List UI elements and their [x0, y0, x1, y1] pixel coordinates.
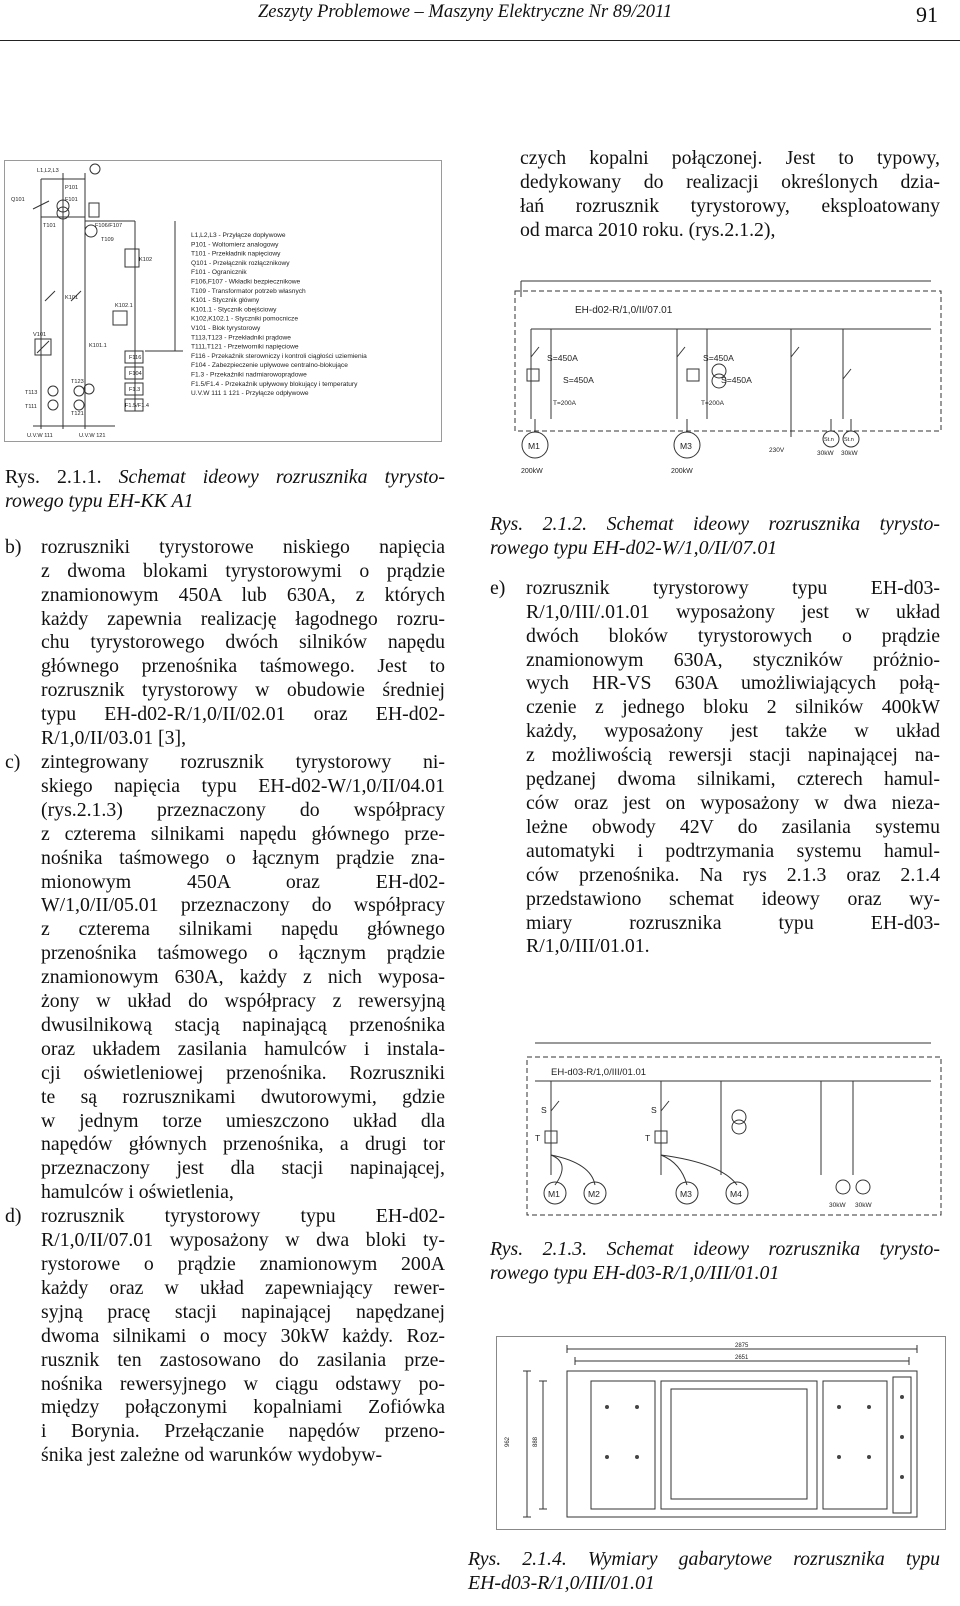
fig3-kw1: 30kW	[829, 1202, 846, 1209]
text-line: R/1,0/III/01.01.	[526, 935, 650, 958]
text-line: typu EH-d02-R/1,0/II/02.01 oraz EH-d02-	[41, 703, 445, 726]
text-line: z czterema silnikami napędu głównego prze-	[41, 822, 445, 845]
dimension-drawing	[497, 1337, 945, 1529]
fig4-h1: 962	[505, 1436, 511, 1447]
text-line: między połączonymi kopalniami Zofiówka	[41, 1396, 445, 1419]
legend-entry: T111,T121 - Przetworniki napięciowe	[191, 343, 299, 351]
text-line: dwóch bloków tyrystorowych o prądzie	[526, 624, 940, 647]
text-line: rozruszniki tyrystorowe niskiego napięcia	[41, 535, 445, 558]
fig1-label-out1: U.V.W 111	[27, 433, 53, 439]
text-line: ców oraz jest on wyposażony w dwa nieza-	[526, 791, 940, 814]
page-number: 91	[916, 2, 938, 27]
list-item-d	[5, 1205, 445, 1468]
caption-2-1-1-line2: rowego typu EH-KK A1	[5, 489, 194, 512]
text-line: leżne obwody 42V do zasilania systemu	[526, 815, 940, 838]
caption-2-1-1-label: Rys. 2.1.1.	[5, 466, 102, 488]
fig2-m3: M3	[680, 441, 692, 451]
caption-2-1-4-line2: EH-d03-R/1,0/III/01.01	[468, 1571, 655, 1594]
legend-entry: K102,K102.1 - Styczniki pomocnicze	[191, 315, 299, 323]
figure-2-1-3	[490, 1034, 956, 1232]
list-item-b	[5, 536, 445, 751]
fig1-label-f101: F101	[65, 197, 78, 203]
fig2-title: EH-d02-R/1,0/II/07.01	[575, 305, 673, 316]
text-line: W/1,0/II/05.01 przeznaczony do współpracy	[41, 894, 445, 917]
legend-entry: F106,F107 - Wkładki bezpiecznikowe	[191, 278, 301, 286]
fig3-title: EH-d03-R/1,0/III/01.01	[551, 1067, 647, 1078]
text-line: z możliwością rewersji stacji napinającej na-	[526, 744, 940, 767]
fig1-label-f116: F116	[129, 355, 142, 361]
text-line: rystorowe o prądzie znamionowym 200A	[41, 1253, 445, 1275]
text-line: każdy zapewnia realizację łagodnego rozru-	[41, 607, 445, 630]
text-line: R/1,0/II/03.01 [3],	[41, 727, 187, 750]
text-line: mionowym 450A oraz EH-d02-	[41, 870, 445, 893]
text-line: zintegrowany rozrusznik tyrystorowy ni-	[41, 750, 445, 773]
right-top-line-1: czych kopalni połączonej. Jest to typowy,	[520, 147, 940, 169]
fig3-m2: M2	[588, 1189, 600, 1199]
fig1-label-f15: F1.5/F1.4	[125, 403, 149, 409]
caption-2-1-3-line1: Rys. 2.1.3. Schemat ideowy rozrusznika tyrysto-	[490, 1238, 940, 1260]
text-line: rozrusznik tyrystorowy typu EH-d02-	[41, 1205, 445, 1228]
fig1-label-t101: T101	[43, 223, 56, 229]
fig4-h2: 888	[533, 1436, 539, 1447]
fig2-p1: 200kW	[521, 468, 543, 475]
text-line: miary rozrusznika typu EH-d03-	[526, 911, 940, 934]
fig1-label-t123: T123	[71, 379, 84, 385]
fig1-label-t113: T113	[25, 390, 38, 396]
fig1-legend	[191, 232, 367, 397]
text-line: każdy, wyposażony jest także w układ	[526, 720, 940, 743]
fig1-label-k1021: K102.1	[115, 303, 133, 309]
text-line: żony w układ do współpracy z rewersyjną	[41, 990, 445, 1013]
caption-2-1-4	[468, 1548, 940, 1596]
text-line: rozrusznik tyrystorowy typu EH-d03-	[526, 576, 940, 599]
legend-entry: F104 - Zabezpieczenie upływowe centralno-blokujące	[191, 362, 348, 370]
figure-2-1-2	[490, 268, 954, 488]
legend-entry: K101.1 - Stycznik obejściowy	[191, 306, 277, 314]
journal-title: Zeszyty Problemowe – Maszyny Elektryczne Nr 89/2011	[258, 2, 673, 22]
caption-2-1-1	[5, 466, 445, 490]
text-line: te są rozrusznikami dwutorowymi, gdzie	[41, 1085, 445, 1108]
fig2-t2: T=200A	[701, 400, 724, 407]
text-line: napędów głównych przenośnika, a drugi tor	[41, 1133, 445, 1156]
text-line: syjną pracę stacji napinającej napędzanej	[41, 1300, 445, 1323]
text-line: znamionowym 630A, styczników próżnio-	[526, 648, 940, 671]
fig1-label-t121: T121	[71, 411, 84, 417]
fig1-label-f106: F106/F107	[95, 223, 123, 229]
page-header	[0, 0, 960, 46]
fig3-m4: M4	[730, 1189, 742, 1199]
legend-entry: F1.5/F1.4 - Przekaźnik upływowy blokujący i temperatury	[191, 380, 358, 388]
fig2-kw1: 30kW	[817, 450, 834, 457]
legend-entry: Q101 - Przełącznik rozłącznikowy	[191, 259, 290, 267]
right-top-line-2: dedykowany do realizacji określonych dzia-	[520, 170, 940, 193]
text-line: ców przenośnika. Na rys 2.1.3 oraz 2.1.4	[526, 863, 940, 886]
text-line: z czterema silnikami napędu głównego	[41, 918, 445, 941]
text-line: rozrusznik tyrystorowy w obudowie średniej	[41, 679, 445, 702]
fig3-m1: M1	[548, 1189, 560, 1199]
text-line: skiego napięcia typu EH-d02-W/1,0/II/04.01	[41, 774, 445, 797]
fig1-label-t109: T109	[101, 237, 114, 243]
caption-2-1-3	[490, 1238, 940, 1286]
fig1-label-v101: V101	[33, 332, 47, 338]
fig1-label-top: L1,L2,L3	[37, 168, 59, 174]
text-line: rusznik ten zastosowano do zasilania prze-	[41, 1348, 445, 1371]
text-line: znamionowym 450A lub 630A, z których	[41, 583, 445, 606]
schematic-eh-d02	[491, 269, 953, 487]
fig4-w-inner: 2651	[735, 1355, 749, 1361]
legend-entry: T113,T123 - Przekładniki prądowe	[191, 334, 291, 342]
fig2-st2: St.n	[844, 437, 854, 443]
text-line: znamionowym 630A, każdy z nich wyposa-	[41, 966, 445, 989]
text-line: głównego przenośnika taśmowego. Jest to	[41, 655, 445, 678]
fig4-w-outer: 2875	[735, 1343, 749, 1349]
fig1-label-out2: U.V.W 121	[79, 433, 106, 439]
text-line: dwusilnikową stacją napinającą przenośnika	[41, 1013, 445, 1036]
text-line: czenie z jednego bloku 2 silników 400kW	[526, 696, 940, 719]
text-line: chu tyrystorowego dwóch silników napędu	[41, 631, 445, 654]
right-column-middle	[490, 513, 940, 959]
left-column	[5, 466, 445, 1468]
text-line: przedstawiono schemat ideowy oraz wy-	[526, 887, 940, 910]
text-line: z dwoma blokami tyrystorowymi o prądzie	[41, 559, 445, 582]
text-line: (rys.2.1.3) przeznaczony do współpracy	[41, 798, 445, 821]
text-line: każdy oraz w układ zapewniający rewer-	[41, 1276, 445, 1299]
right-column-top	[520, 147, 940, 243]
text-line: R/1,0/III/.01.01 wyposażony jest w układ	[526, 600, 940, 623]
fig2-kw2: 30kW	[841, 450, 858, 457]
fig1-label-k102: K102	[139, 257, 153, 263]
caption-2-1-4-line1: Rys. 2.1.4. Wymiary gabarytowe rozrusznika typu	[468, 1548, 940, 1570]
list-item-e	[490, 577, 940, 960]
fig2-s2: S=450A	[563, 375, 594, 385]
text-line: cji oświetleniowej przenośnika. Rozruszniki	[41, 1061, 445, 1084]
right-top-line-4: od marca 2010 roku. (rys.2.1.2),	[520, 218, 776, 241]
text-line: w jednym torze umieszczono układ dla	[41, 1109, 445, 1132]
figure-2-1-4	[496, 1336, 946, 1530]
caption-2-1-3-line2: rowego typu EH-d03-R/1,0/III/01.01	[490, 1261, 780, 1284]
fig2-230v: 230V	[769, 447, 785, 454]
fig3-m3: M3	[680, 1189, 692, 1199]
fig2-t1: T=200A	[553, 400, 576, 407]
caption-2-1-2-line1: Rys. 2.1.2. Schemat ideowy rozrusznika tyrysto-	[490, 513, 940, 535]
text-line: śnika jest zależne od warunków wydobyw-	[41, 1444, 383, 1467]
fig3-s1: S	[541, 1105, 547, 1115]
legend-entry: T101 - Przekładnik napięciowy	[191, 250, 281, 258]
text-line: R/1,0/II/07.01 wyposażony w dwa bloki ty-	[41, 1229, 445, 1252]
figure-2-1-1	[4, 160, 442, 442]
fig3-t1: T	[535, 1133, 541, 1143]
fig3-kw2: 30kW	[855, 1202, 872, 1209]
legend-entry: T109 - Transformator potrzeb własnych	[191, 287, 306, 295]
fig3-t2: T	[645, 1133, 651, 1143]
header-rule	[0, 40, 960, 41]
right-top-line-3: łań rozrusznik tyrystorowy, eksploatowany	[520, 194, 940, 217]
fig2-st1: St.n	[824, 437, 834, 443]
text-line: nośnika rewersyjnego w ciągu odstawy po-	[41, 1372, 445, 1395]
fig3-s2: S	[651, 1105, 657, 1115]
list-item-c	[5, 751, 445, 1205]
list-label: e)	[490, 576, 506, 599]
text-line: hamulców i oświetlenia,	[41, 1181, 234, 1204]
fig2-s1: S=450A	[547, 353, 578, 363]
legend-entry: K101 - Stycznik główny	[191, 297, 260, 305]
fig2-s3: S=450A	[703, 353, 734, 363]
legend-entry: F101 - Ogranicznik	[191, 269, 247, 277]
fig1-label-f13: F1.3	[129, 387, 141, 393]
text-line: wych HR-VS 630A umożliwiających połą-	[526, 672, 940, 695]
schematic-eh-d03	[491, 1035, 955, 1231]
caption-2-1-1-line1: Schemat ideowy rozrusznika tyrysto-	[101, 466, 445, 488]
caption-2-1-2-line2: rowego typu EH-d02-W/1,0/II/07.01	[490, 536, 778, 559]
text-line: przeznaczony jest dla stacji napinającej,	[41, 1157, 445, 1180]
fig1-label-k101: K101	[65, 295, 79, 301]
schematic-eh-kk-a1	[5, 161, 441, 441]
list-label: d)	[5, 1205, 22, 1228]
text-line: pędzanej dwoma silnikami, czterech hamul-	[526, 768, 940, 791]
fig1-label-f104: F104	[129, 371, 142, 377]
fig2-m1: M1	[528, 441, 540, 451]
legend-entry: U.V.W 111 1 121 - Przyłącze odpływowe	[191, 390, 309, 398]
fig2-s4: S=450A	[721, 375, 752, 385]
legend-entry: V101 - Blok tyrystorowy	[191, 325, 261, 332]
list-label: c)	[5, 750, 21, 773]
fig1-label-k1011: K101.1	[89, 343, 107, 349]
text-line: przenośnika taśmowego o łącznym prądzie	[41, 942, 445, 965]
text-line: dwoma silnikami o mocy 30kW każdy. Roz-	[41, 1324, 445, 1347]
list-label: b)	[5, 535, 22, 558]
text-line: i Borynia. Przełączanie napędów przeno-	[41, 1420, 445, 1443]
fig1-label-q101: Q101	[11, 197, 25, 203]
text-line: automatyki i podtrzymania systemu hamul-	[526, 839, 940, 862]
fig1-label-p101: P101	[65, 185, 79, 191]
legend-entry: P101 - Woltomierz analogowy	[191, 241, 279, 249]
legend-entry: L1,L2,L3 - Przyłącze dopływowe	[191, 232, 286, 239]
text-line: nośnika taśmowego o łącznym prądzie zna-	[41, 846, 445, 869]
fig2-p2: 200kW	[671, 468, 693, 475]
text-line: oraz układem zasilania hamulców i instala-	[41, 1037, 445, 1060]
legend-entry: F1.3 - Przekaźniki nadmiarowoprądowe	[191, 371, 307, 379]
fig1-label-t111: T111	[25, 404, 37, 410]
legend-entry: F116 - Przekaźnik sterowniczy i kontroli ciągłości uziemienia	[191, 352, 367, 360]
